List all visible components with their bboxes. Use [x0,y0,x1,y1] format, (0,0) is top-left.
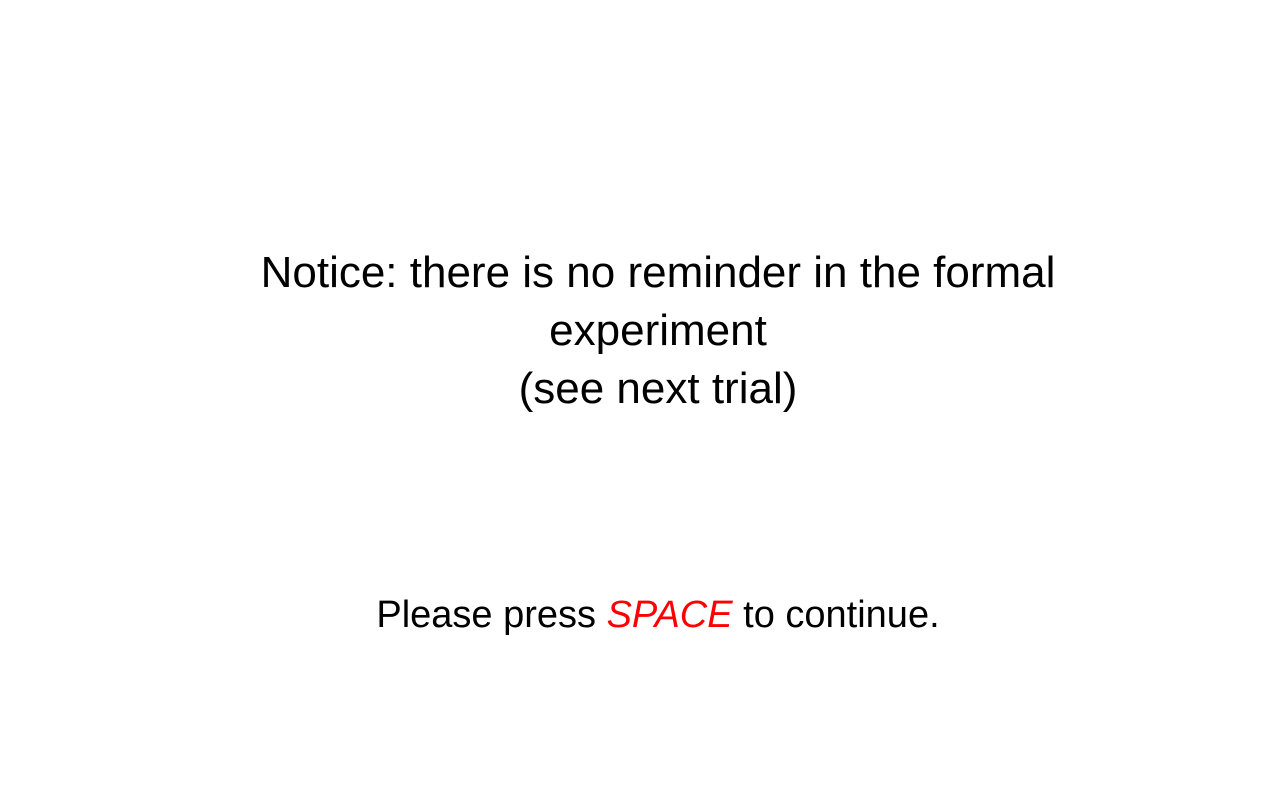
notice-line-2: (see next trial) [518,364,798,413]
continue-prompt [158,591,1158,639]
prompt-text-before: Please press [376,594,597,636]
notice-line-1: Notice: there is no reminder in the formal experiment [260,248,1056,355]
prompt-text-after: to continue. [743,594,940,636]
space-key-label: SPACE [606,594,733,636]
notice-message [158,244,1158,418]
